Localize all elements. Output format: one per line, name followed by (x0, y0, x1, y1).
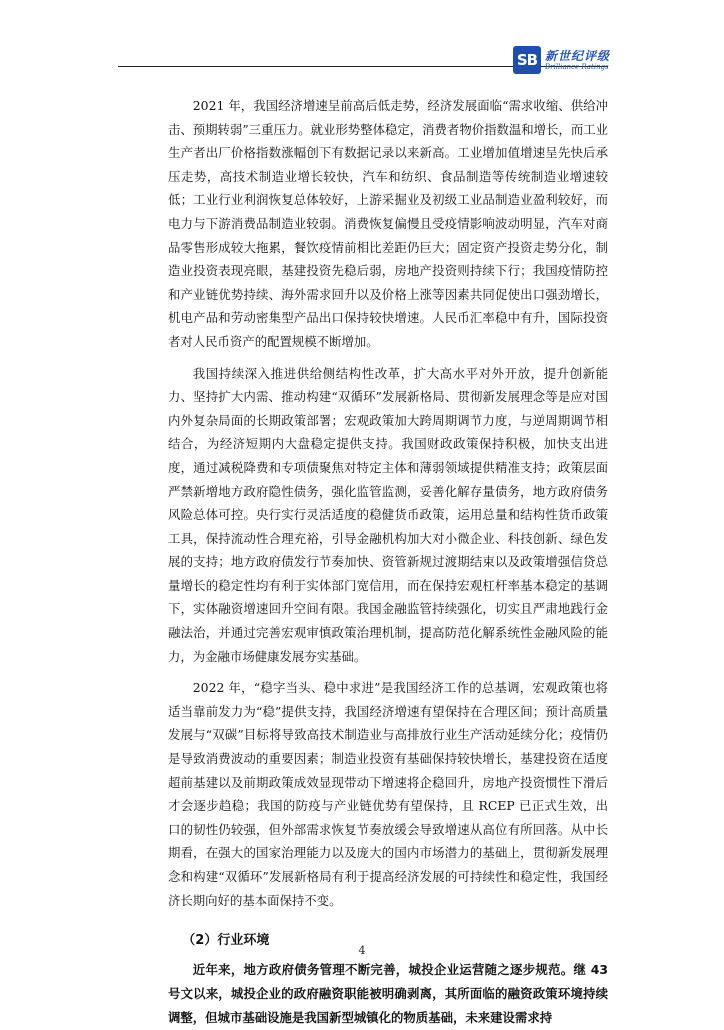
logo-mark-icon: SB (513, 46, 541, 74)
page-header (0, 0, 724, 80)
paragraph-industry-summary: 近年来，地方政府债务管理不断完善，城投企业运营随之逐步规范。继 43 号文以来，城投企业的政府融资职能被明确剥离，其所面临的融资政策环境持续调整，但城市基础设施是我国新型城镇化的物质基础，未来建设需求持 (168, 962, 608, 1026)
logo-name: 新世纪评级 (545, 48, 611, 63)
company-logo (513, 46, 610, 74)
paragraph-outlook-2022: 2022 年，“稳字当头、稳中求进”是我国经济工作的总基调，宏观政策也将适当靠前发力为“稳”提供支持，我国经济增速有望保持在合理区间；预计高质量发展与“双碳”目标将导致高技术制造业与高排放行业生产活动延续分化；疫情仍是导致消费波动的重要因素；制造业投资有基础保持较快增长，基建投资在适度超前基建以及前期政策成效显现带动下增速将企稳回升，房地产投资惯性下滑后才会逐步趋稳；我国的防疫与产业链优势有望保持，且 RCEP 已正式生效，出口的韧性仍较强，但外部需求恢复节奏放缓会导致增速从高位有所回落。从中长期看，在强大的国家治理能力以及庞大的国内市场潜力的基础上，贯彻新发展理念和构建“双循环”发展新格局有利于提高经济发展的可持续性和稳定性，我国经济长期向好的基本面保持不变。 (168, 680, 608, 908)
page-number: 4 (358, 944, 366, 957)
paragraph-economy-2021: 2021 年，我国经济增速呈前高后低走势，经济发展面临“需求收缩、供给冲击、预期转弱”三重压力。就业形势整体稳定，消费者物价指数温和增长，而工业生产者出厂价格指数涨幅创下有数据记录以来新高。工业增加值增速呈先快后承压走势，高技术制造业增长较快，汽车和纺织、食品制造等传统制造业增速较低；工业行业利润恢复总体较好，上游采掘业及初级工业品制造业盈利较好，而电力与下游消费品制造业较弱。消费恢复偏慢且受疫情影响波动明显，汽车对商品零售形成较大拖累，餐饮疫情前相比差距仍巨大；固定资产投资走势分化，制造业投资表现亮眼，基建投资先稳后弱，房地产投资则持续下行；我国疫情防控和产业链优势持续、海外需求回升以及价格上涨等因素共同促使出口强劲增长，机电产品和劳动密集型产品出口保持较快增速。人民币汇率稳中有升，国际投资者对人民币资产的配置规模不断增加。 (168, 98, 609, 349)
logo-subtitle: Brilliance Ratings (545, 62, 609, 71)
document-body (168, 94, 608, 1030)
paragraph-policy: 我国持续深入推进供给侧结构性改革，扩大高水平对外开放，提升创新能力、坚持扩大内需、推动构建“双循环”发展新格局、贯彻新发展理念等是应对国内外复杂局面的长期政策部署；宏观政策加大跨周期调节力度，与逆周期调节相结合，为经济短期内大盘稳定提供支持。我国财政政策保持积极，加快支出进度，通过减税降费和专项债聚焦对特定主体和薄弱领域提供精准支持；政策层面严禁新增地方政府隐性债务，强化监管监测，妥善化解存量债务，地方政府债务风险总体可控。央行实行灵活适度的稳健货币政策，运用总量和结构性货币政策工具，保持流动性合理充裕，引导金融机构加大对小微企业、科技创新、绿色发展的支持；地方政府债发行节奏加快、资管新规过渡期结束以及政策增强信贷总量增长的稳定性均有利于实体部门宽信用，而在保持宏观杠杆率基本稳定的基调下，实体融资增速回升空间有限。我国金融监管持续强化，切实且严肃地践行金融法治，并通过完善宏观审慎政策治理机制，提高防范化解系统性金融风险的能力，为金融市场健康发展夯实基础。 (168, 365, 608, 664)
section-heading-industry: （2）行业环境 (182, 933, 270, 949)
logo-text (545, 49, 610, 72)
